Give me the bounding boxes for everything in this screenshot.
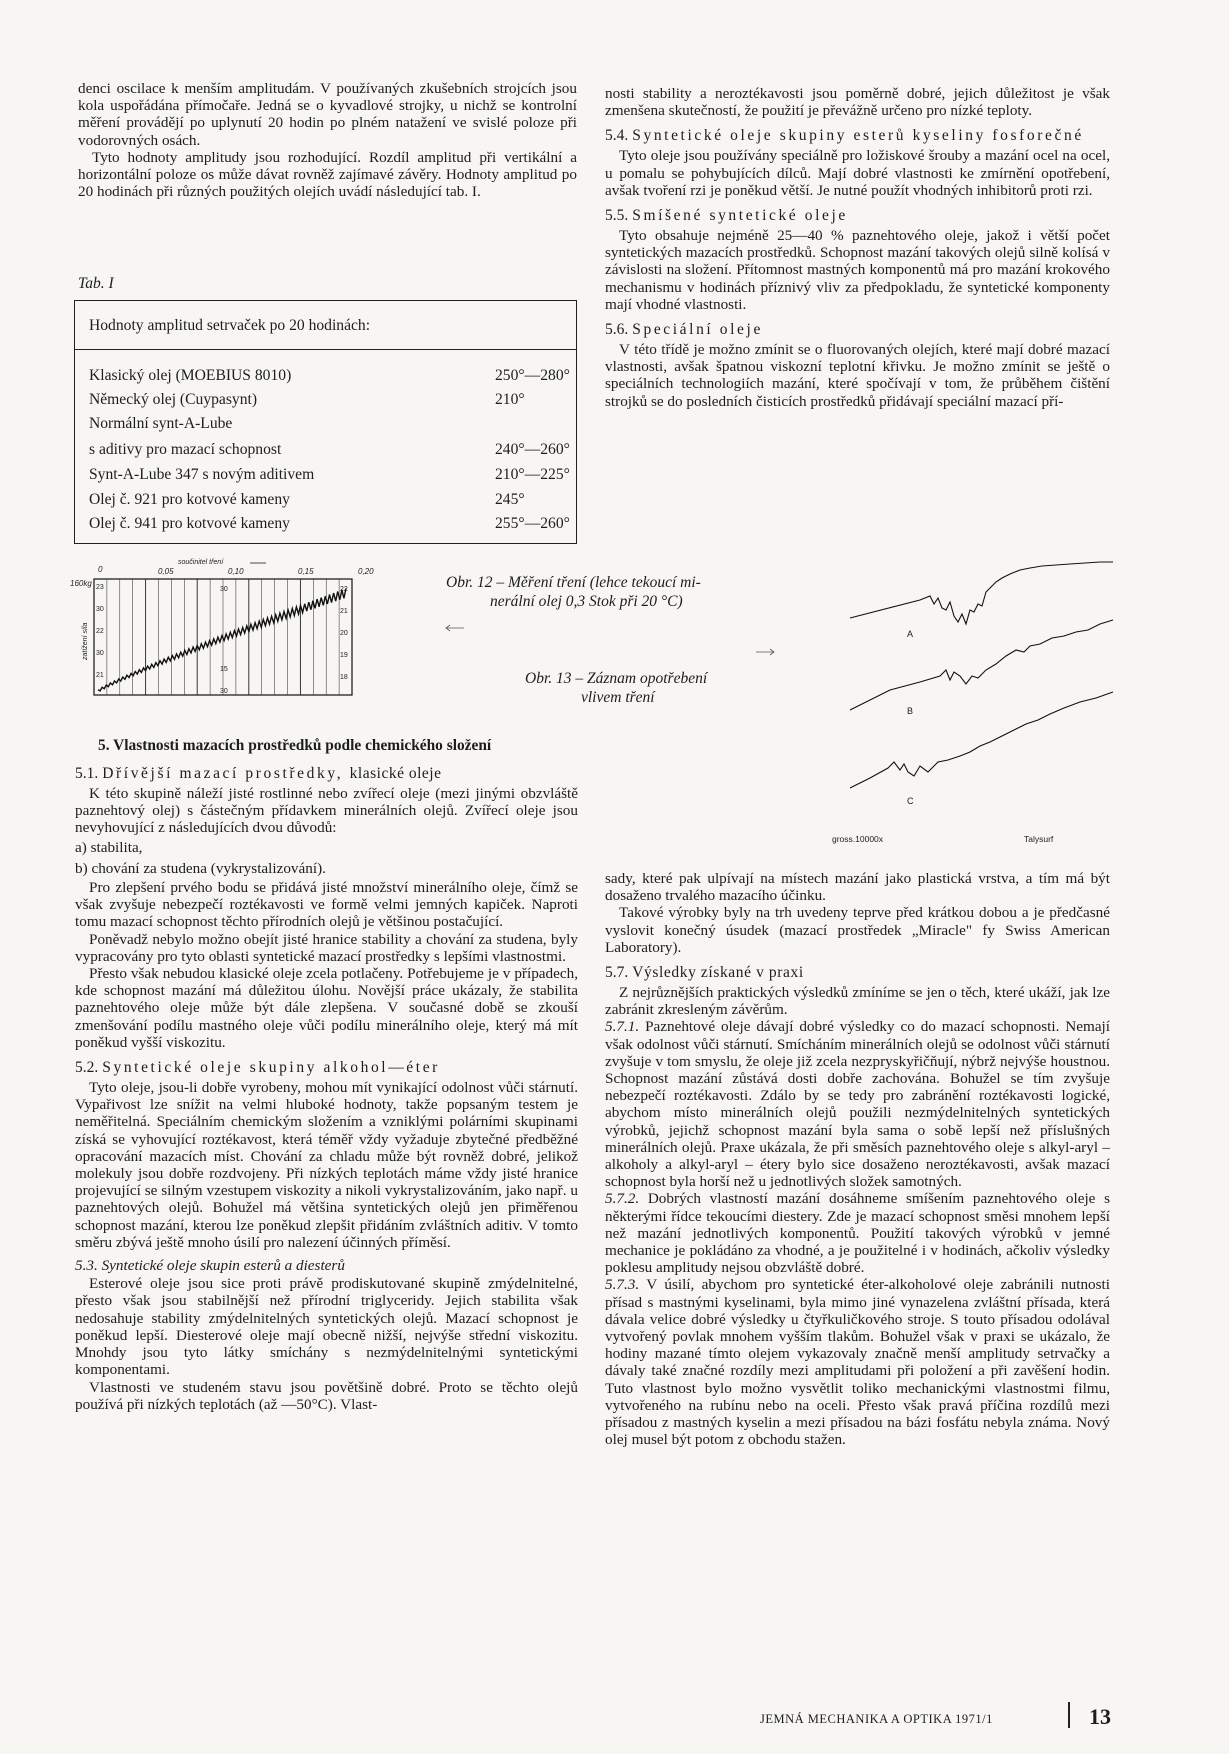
axis-label-load: zatížení síla bbox=[82, 622, 89, 660]
section-heading-5-3: 5.3. Syntetické oleje skupin esterů a diesterů bbox=[75, 1257, 345, 1275]
section-heading-5-5: 5.5. Smíšené syntetické oleje bbox=[605, 207, 848, 225]
oil-name: Německý olej (Cuypasynt) bbox=[89, 391, 258, 408]
tick-label: 0,10 bbox=[228, 567, 244, 576]
table-row bbox=[89, 515, 569, 537]
footer-divider bbox=[1068, 1702, 1070, 1728]
left-tick-label: 21 bbox=[96, 672, 104, 679]
oil-name: Klasický olej (MOEBIUS 8010) bbox=[89, 367, 292, 384]
trace-label-b: B bbox=[907, 706, 914, 716]
amplitude-value: 210°—225° bbox=[495, 466, 570, 483]
left-column-top bbox=[78, 80, 577, 200]
amplitude-value: 255°—260° bbox=[495, 515, 570, 532]
inner-tick-label: 30 bbox=[220, 586, 228, 593]
paragraph-5-7-2: 5.7.2. Dobrých vlastností mazání dosáhneme smíšením paznehtového oleje s některými řídce tekoucími diestery. Zde je mazací schopnost směsi mnohem lepší než mazání jednotlivých komponentů. Použití takových výrobků v jemné mechanice je pokládáno za vhodné, a je použitelné i v hodinách, ačkoliv výsledky poklesu amplitudy nejsou obzvláště dobré. bbox=[605, 1190, 1110, 1277]
paragraph: Tyto oleje jsou používány speciálně pro ložiskové šrouby a mazání ocel na ocel, u pomalu se pohybujících dílců. Mají dobré vlastnosti ke zmírnění opotřebení, avšak tvoření rzi je poněkud větší. Je nutné použít vhodných inhibitorů proti rzi. bbox=[605, 147, 1110, 199]
paragraph: Vlastnosti ve studeném stavu jsou povětšině dobré. Proto se těchto olejů používá při nízkých teplotách (až —50°C). Vlast- bbox=[75, 1378, 578, 1413]
right-tick-label: 19 bbox=[340, 652, 348, 659]
oil-name: Synt-A-Lube 347 s novým aditivem bbox=[89, 466, 315, 483]
paragraph: nosti stability a neroztékavosti jsou poměrně dobré, jejich důležitost je však zmenšena skutečností, že použití je převážně určeno pro nízké teploty. bbox=[605, 85, 1110, 120]
wear-trace-figure-13 bbox=[830, 560, 1120, 850]
oil-name: s aditivy pro mazací schopnost bbox=[89, 441, 282, 458]
friction-chart-figure-12 bbox=[70, 555, 400, 715]
amplitude-table bbox=[74, 300, 577, 544]
y-top-label: 160kg bbox=[70, 579, 92, 588]
arrow-right-icon bbox=[754, 646, 778, 658]
section-heading-5-6: 5.6. Speciální oleje bbox=[605, 321, 763, 339]
amplitude-value: 240°—260° bbox=[495, 441, 570, 458]
paragraph: denci oscilace k menším amplitudám. V používaných zkušebních strojcích jsou kola uspořádána přímočaře. Jedná se o kyvadlové strojky, u nichž se kontrolní měření provádějí po uplynutí 20 hodin po plném natažení ve svislé poloze při vodorovných osách. bbox=[78, 80, 577, 149]
table-caption: Tab. I bbox=[78, 275, 114, 292]
paragraph: Poněvadž nebylo možno obejít jisté hranice stability a chování za studena, byly vypracovány pro tyto oblasti syntetické mazací prostředky s lepšími vlastnostmi. bbox=[75, 930, 578, 965]
inner-tick-label: 30 bbox=[220, 688, 228, 695]
right-column-bottom bbox=[605, 870, 1110, 1449]
section-5-title: 5. Vlastnosti mazacích prostředků podle chemického složení bbox=[98, 737, 492, 754]
tick-label: 0 bbox=[98, 565, 103, 574]
oil-name: Olej č. 941 pro kotvové kameny bbox=[89, 515, 290, 532]
instrument-label: Talysurf bbox=[1024, 834, 1054, 844]
figure-13-caption: Obr. 13 – Záznam opotřebení vlivem tření bbox=[525, 670, 708, 706]
section-heading-5-1: 5.1. Dřívější mazací prostředky, klasické oleje bbox=[75, 765, 442, 782]
trace-b bbox=[850, 620, 1113, 710]
magnification-label: gross.10000x bbox=[832, 834, 884, 844]
trace-label-a: A bbox=[907, 629, 914, 639]
trace-c bbox=[850, 692, 1113, 788]
amplitude-value: 250°—280° bbox=[495, 367, 570, 384]
paragraph: Tyto oleje, jsou-li dobře vyrobeny, mohou mít vynikající odolnost vůči stárnutí. Vypařivost lze snížit na velmi hluboké hodnoty, takže popsaným testem je neměřitelná. Speciálním chemickým složením a vzniklými polárními skupinami získá se vyhovující roztékavost, která téměř vždy vyžaduje zbytečné předběžné opracování mazacích míst. Chování za chladu může být rovněž dobré, jelikož molekuly jsou dobře rozdvojeny. Při nízkých teplotách máme vždy jisté hranice projevující se silným vzestupem viskozity a nikoli vykrystalizováním, jako např. u paznehtových olejů. Bohužel má většina syntetických olejů jen přiměřenou schopnost mazání, kterou lze poněkud zlepšit přidáním zvláštních aditiv. V tomto směru zbývá ještě mnoho úsilí pro nalezení účinných příměsí. bbox=[75, 1079, 578, 1251]
table-header bbox=[75, 301, 576, 350]
right-tick-label: 20 bbox=[340, 630, 348, 637]
table-header-text: Hodnoty amplitud setrvaček po 20 hodinách: bbox=[89, 317, 371, 334]
table-row bbox=[89, 466, 569, 488]
section-heading-5-2: 5.2. Syntetické oleje skupiny alkohol—éter bbox=[75, 1059, 440, 1077]
tick-label: 0,05 bbox=[158, 567, 174, 576]
table-row bbox=[89, 441, 569, 463]
paragraph-5-7-1: 5.7.1. Paznehtové oleje dávají dobré výsledky co do mazací schopnosti. Nemají však odolnost vůči stárnutí. Smícháním minerálních olejů se odolnost vůči stárnutí zvyšuje v tom smyslu, že oleje již zcela nezpryskyřičňují, nýbrž nejvýše houstnou. Schopnost mazání zůstává dosti dobře zachována. Bohužel se tím zvyšuje nebezpečí roztékavosti. Zdálo by se tedy pro zabránění roztékavosti logické, abychom místo minerálních olejů použili nezmýdelnitelných syntetických výrobků, jejichž schopnost mazání byla sama o sobě lepší než příslušných minerálních olejů. Praxe ukázala, že při směsích paznehtového oleje s alkyl-aryl – alkoholy a alkyl-aryl – étery bylo sice dosaženo neroztékavosti, avšak mazací schopnost byla horší než u jednotlivých složek samotných. bbox=[605, 1018, 1111, 1191]
left-tick-label: 30 bbox=[96, 606, 104, 613]
paragraph: Z nejrůznějších praktických výsledků zmíníme se jen o těch, které ukáží, jak lze zabránit zkresleným závěrům. bbox=[605, 984, 1110, 1019]
section-heading-5-4: 5.4. Syntetické oleje skupiny esterů kyseliny fosforečné bbox=[605, 127, 1084, 145]
paragraph: Tyto obsahuje nejméně 25—40 % paznehtového oleje, jakož i větší počet syntetických mazacích prostředků. Schopnost mazání takových olejů silně kolísá v závislosti na složení. Přítomnost mastných komponentů má pro mazání krokového mechanismu v hodinách příznivý vliv za předpokladu, že syntetické komponenty mají vhodné vlastnosti. bbox=[605, 227, 1110, 313]
table-row bbox=[89, 367, 569, 389]
table-row bbox=[89, 391, 569, 413]
chart-tick-labels bbox=[96, 584, 348, 695]
tick-label: 0,20 bbox=[358, 567, 374, 576]
trace-a bbox=[850, 562, 1113, 624]
left-tick-label: 23 bbox=[96, 584, 104, 591]
right-tick-label: 22 bbox=[340, 586, 348, 593]
paragraph: K této skupině náleží jisté rostlinné nebo zvířecí oleje (mezi jinými obzvláště paznehtový olej) s částečným přídavkem minerálních olejů. Zvířecí oleje jsou nevyhovující z následujících dvou důvodů: bbox=[75, 785, 578, 837]
paragraph: Tyto hodnoty amplitudy jsou rozhodující. Rozdíl amplitud při vertikální a horizontální poloze os může dávat rovněž zajímavé závěry. Hodnoty amplitud po 20 hodinách při různých použitých olejích uvádí následující tab. I. bbox=[78, 148, 577, 201]
paragraph: Esterové oleje jsou sice proti právě prodiskutované skupině zmýdelnitelné, přesto však jsou stabilnější než přírodní triglyceridy. Jejich stabilita však nedosahuje stability zmýdelnitelných syntetických olejů. Mazací schopnost je poněkud lepší. Diesterové oleje mají obecně nižší, nejvýše střední viskozitu. Mnohdy jsou tyto látky smíchány s nezmýdelnitelnými syntetickými komponentami. bbox=[75, 1275, 578, 1379]
right-column-top bbox=[605, 85, 1110, 410]
paragraph: Přesto však nebudou klasické oleje zcela potlačeny. Potřebujeme je v případech, kde schopnost mazání má důležitou úlohu. Novější práce ukázaly, že stabilita paznehtového oleje může být dále zlepšena. V současné době se zkouší zmenšování podílu mastného oleje vůči podílu minerálního oleje, který má mít poněkud vyšší viskozitu. bbox=[75, 965, 578, 1051]
left-tick-label: 22 bbox=[96, 628, 104, 635]
tick-label: 0,15 bbox=[298, 567, 314, 576]
figure-12-caption: Obr. 12 – Měření tření (lehce tekoucí mi- nerální olej 0,3 Stok při 20 °C) bbox=[446, 574, 701, 610]
amplitude-value: 210° bbox=[495, 391, 525, 408]
paragraph: Takové výrobky byly na trh uvedeny teprve před krátkou dobou a je předčasné vyslovit konečný úsudek (mazací prostředek „Miracle" fy Swiss American Laboratory). bbox=[605, 904, 1110, 956]
section-heading-5-7: 5.7. Výsledky získané v praxi bbox=[605, 964, 804, 982]
left-column-bottom bbox=[75, 765, 578, 1413]
list-item: a) stabilita, bbox=[75, 838, 143, 856]
list-item: b) chování za studena (vykrystalizování). bbox=[75, 859, 326, 877]
journal-footer: JEMNÁ MECHANIKA A OPTIKA 1971/1 bbox=[760, 1712, 993, 1726]
oil-name: Olej č. 921 pro kotvové kameny bbox=[89, 491, 290, 508]
paragraph-5-7-3: 5.7.3. V úsilí, abychom pro syntetické éter-alkoholové oleje zabránili nutnosti přísad s mastnými kyselinami, byla mimo jiné vynazelena zvláštní přísada, která dávala velice dobré výsledky u čtyřkuličkového stroje. S touto přísadou odolával vytvořený povlak mnohem vyšším tlakům. Bohužel však v praxi se ukázalo, že hodiny mazané tímto olejem vykazovaly značně menší amplitudy setrvačky a dávaly také značné rozdíly mezi amplitudami při položení a při zavěšení hodin. Tuto vlastnost bylo možno vysvětlit toliko mechanickými vlastnostmi filmu, vytvořeného na rubínu nebo na oceli. Přesto však pravá příčina rozdílů mezi přísadou z mastných kyselin a mezi přísadou na bázi fosfátu nebyla známa. Nový olej musel být potom z obchodu stažen. bbox=[605, 1276, 1110, 1449]
right-tick-label: 18 bbox=[340, 674, 348, 681]
left-tick-label: 30 bbox=[96, 650, 104, 657]
page-number: 13 bbox=[1089, 1704, 1111, 1729]
paragraph: Pro zlepšení prvého bodu se přidává jisté množství minerálního oleje, čímž se však zvyšuje nebezpečí roztékavosti ve formě velmi jemných kapiček. Naproti tomu mazací schopnost těchto přírodních olejů je většinou postačující. bbox=[75, 879, 578, 931]
amplitude-value: 245° bbox=[495, 491, 525, 508]
axis-label-friction: součinitel tření bbox=[178, 559, 224, 566]
trace-label-c: C bbox=[907, 796, 914, 806]
arrow-left-icon bbox=[444, 622, 468, 634]
paragraph: sady, které pak ulpívají na místech mazání jako plastická vrstva, a tím má být dosaženo trvalého mazacího účinku. bbox=[605, 870, 1110, 905]
table-row bbox=[89, 415, 569, 437]
right-tick-label: 21 bbox=[340, 608, 348, 615]
table-row bbox=[89, 491, 569, 513]
friction-trace bbox=[98, 588, 346, 691]
oil-name: Normální synt-A-Lube bbox=[89, 415, 233, 432]
inner-tick-label: 15 bbox=[220, 666, 228, 673]
paragraph: V této třídě je možno zmínit se o fluorovaných olejích, které mají dobré mazací vlastnosti, avšak špatnou viskozní teplotní křivku. Je možno zmínit se ještě o speciálních technologiích mazání, které spočívají v tom, že průběhem čištění strojků se do posledních čisticích prostředků přidávají speciální mazací pří- bbox=[605, 341, 1110, 410]
